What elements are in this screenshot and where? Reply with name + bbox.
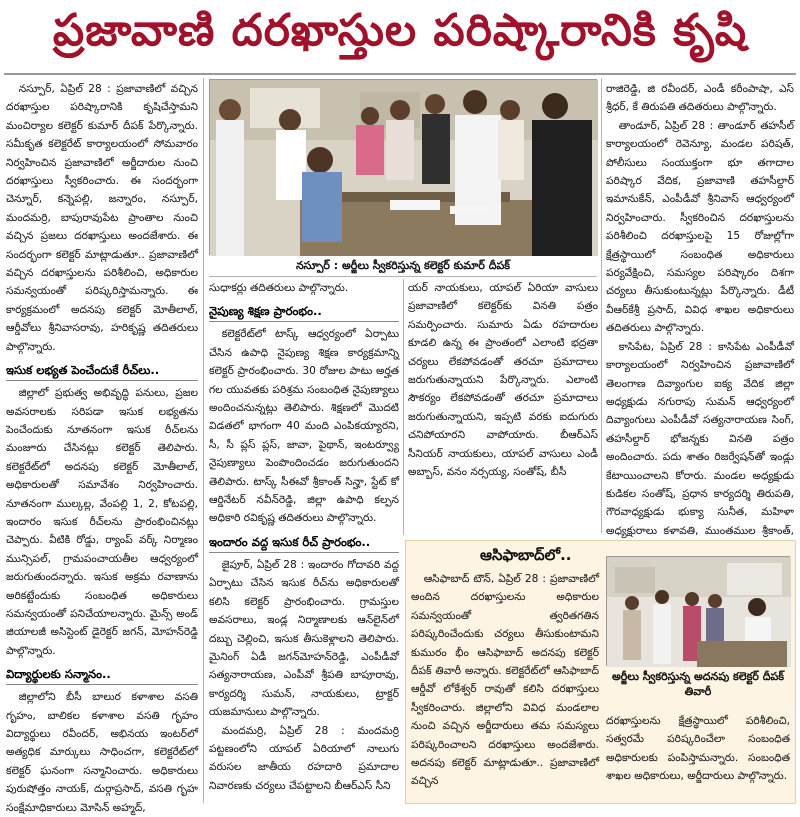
- article-paragraph: తాండూర్, ఏప్రిల్ 28 : తాండూర్ తహసీల్ కార్యాలయంలో రెవెన్యూ, మండల పరిషత్, పోలీసులు సంయుక్తంగా భూ తగాదాల పరిష్కార వేదిక, ప్రజావాణి తహసీల్దార్ ఇమానుకేన్, ఎంపీడీవో శ్రీనివాస్ ఆధ్వర్యంలో నిర్వహించారు. స్వీకరించిన దరఖాస్తులను పరిశీలించి దరఖాస్తులపై 15 రోజుల్లోగా క్షేత్రస్థాయిలో సంబంధిత అధికారులు పర్యవేక్షించి, సమస్యల పరిష్కారం దిశగా చర్యలు తీసుకుంటున్నట్లు పేర్కొన్నారు. డీటీ వీఆర్‌కేశ్రీ ప్రసాద్, వివిధ శాఖల అధికారులు తదితరులు పాల్గొన్నారు.: [606, 119, 794, 335]
- article-paragraph: జైపూర్, ఏప్రిల్ 28 : ఇందారం గోదావరి వద్ద ఏర్పాటు చేసిన ఇసుక రీచ్‌ను అధికారులతో కలిసి కలెక్టర్ ప్రారంభించారు. గ్రామస్తుల అవసరాలు, ఇండ్ల నిర్మాణాలకు ఆన్‌లైన్‌లో దబ్బు చెల్లించి, ఇసుక తీసుకెళ్లాలని తెలిపారు. మైనింగ్ ఏడీ జగన్‌మోహన్‌రెడ్డి, ఎంపీడీవో సత్యనారాయణ, ఎంపీవో శ్రీపతి బాపూరావు, కార్యదర్శి సుమన్, నాయకులు, ట్రాక్టర్ యజమానులు పాల్గొన్నారు.: [209, 558, 399, 719]
- article-paragraph: జిల్లాలోని బీసీ బాలుర కళాశాల వసతి గృహం, బాలికల కళాశాల వసతి గృహం విద్యార్థులు రవీందర్, అభినయ ఇంటర్‌లో అత్యధిక మార్కులు సాధించగా, కలెక్టరేట్‌లో కలెక్టర్ ఘనంగా సన్మానించారు. అధికారులు పురుషోత్తం నాయక్, దుర్గాప్రసాద్, వసతి గృహ సంక్షేమాధికారులు మోసిన్ అహ్మద్,: [6, 691, 198, 814]
- article-paragraph: సుధాకర్లు తదితరులు పాల్గొన్నారు.: [209, 282, 349, 294]
- column-divider: [403, 279, 404, 535]
- article-paragraph: దరఖాస్తులను క్షేత్రస్థాయిలో పరిశీలించి, సత్వరమే పరిష్కరించేలా సంబంధిత అధికారులకు పంపిస్తామన్నారు. సంబంధిత శాఖల అధికారులు, అర్జీదారులు పాల్గొన్నారు.: [606, 715, 790, 783]
- subheading: ఇసుక లభ్యత పెంచేందుకే రీచ్‌లు..: [6, 361, 198, 381]
- subheading: నైపుణ్య శిక్షణ ప్రారంభం..: [209, 302, 399, 322]
- article-paragraph: రాజిరెడ్డి, జి రవీందర్, ఎండీ కరీంపాషా, ఎస్ శ్రీధర్, కే తిరుపతి తదితరులు పాల్గొన్నారు.: [606, 83, 794, 114]
- article-paragraph: మందమర్రి, ఏప్రిల్ 28 : మందమర్రి పట్టణంలోని యాపల్ ఏరియాలో నాలుగు వరుసల జాతీయ రహదారి ప్రమాదాల నివారణకు చర్యలు చేపట్టాలని బీఆర్ఎస్ సీని: [209, 724, 399, 792]
- box-photo: [606, 556, 790, 666]
- article-paragraph: కాసిపేట, ఏప్రిల్ 28 : కాసిపేట ఎంపీడీవో కార్యాలయంలో నిర్వహించిన ప్రజావాణిలో తెలంగాణ దివ్యాంగుల ఐక్య వేదిక జిల్లా అధ్యక్షుడు నగురాపు సుమన్ ఆధ్వర్యంలో దివ్యాంగులు ఎంపీడీవో సత్యనారాయణ సింగ్, తహసీల్దార్ భోజన్నకు వినతి పత్రం అందించారు. పదు శాతం రిజర్వేషన్‌తో ఇండ్లు కేటాయించాలని కోరారు. మండల అధ్యక్షుడు కుడికల సంతోష్, ప్రధాన కార్యదర్శి తిరుపతి, గౌరవాధ్యక్షుడు భుక్యా సునీత, మహిళా అధ్యక్షురాలు కళావతి, ముంతముల శ్రీకాంత్,: [606, 340, 794, 537]
- box-heading: ఆసిఫాబాద్‌లో..: [480, 546, 572, 564]
- subheading: విద్యార్థులకు సన్మానం..: [6, 665, 198, 685]
- photo-caption: నస్పూర్ : అర్జీలు స్వీకరిస్తున్న కలెక్టర్ కుమార్ దీపక్: [295, 259, 511, 272]
- column-divider: [601, 78, 602, 533]
- column-3: [408, 279, 598, 535]
- headline: ప్రజావాణి దరఖాస్తుల పరిష్కారానికి కృషి: [52, 5, 748, 56]
- box-column-1: [411, 570, 599, 802]
- column-2: [209, 279, 399, 802]
- article-paragraph: ఆసిఫాబాద్ టౌన్, ఏప్రిల్ 28 : ప్రజావాణిలో అందిన దరఖాస్తులను అధికారుల సమన్వయంతో త్వరితగతిన పరిష్కరించేందుకు చర్యలు తీసుకుంటామని కుమురం భీం ఆసిఫాబాద్ అదనపు కలెక్టర్ దీపక్ తివారీ అన్నారు. కలెక్టరేట్‌లో ఆసిఫాబాద్ ఆర్డీవో లోకేశ్వర్ రావుతో కలిసి దరఖాస్తులు స్వీకరించారు. జిల్లాలోని వివిధ మండలాల నుంచి వచ్చిన అర్జీదారులు తమ సమస్యలు పరిష్కరించాలని దరఖాస్తులు అందజేశారు. అదనపు కలెక్టర్ మాట్లాడుతూ.. ప్రజావాణిలో వచ్చిన: [411, 573, 599, 788]
- box-photo-caption: అర్జీలు స్వీకరిస్తున్న అదనపు కలెక్టర్ దీపక్ తివారీ: [611, 670, 785, 698]
- main-photo: [209, 79, 597, 255]
- caption-rule: [209, 276, 597, 277]
- additional-collector-photo: [607, 557, 791, 667]
- article-paragraph: జిల్లాలో ప్రభుత్వ అభివృద్ధి పనులు, ప్రజల అవసరాలకు సరిపడా ఇసుక లభ్యతను పెంచేందుకు నూతనంగా ఇసుక రీచ్‌లను మంజూరు చేసినట్లు కలెక్టర్ తెలిపారు. కలెక్టరేట్‌లో అదనపు కలెక్టర్ మోతీలాల్, అధికారులతో సమావేశం నిర్వహించారు. నూతనంగా ముల్కల్ల, వేంపల్లి 1, 2, కోటపల్లి, ఇందారం ఇసుక రీచ్‌లను ప్రారంభించినట్లు చెప్పారు. వీటికి రోడ్డు, ర్యాంప్ వర్క్ నిర్మాణం మున్సిపల్, గ్రామపంచాయతీల ఆధ్వర్యంలో జరుగుతుందన్నారు. ఇసుక అక్రమ రవాణాను అరికట్టేందుకు సంబంధిత అధికారులు సమన్వయంతో పనిచేయాలన్నారు. మైన్స్ అండ్ జియాలజీ అసిస్టెంట్ డైరెక్టర్ జగన్, మోహన్‌రెడ్డి పాల్గొన్నారు.: [6, 387, 198, 657]
- column-4: [606, 80, 794, 535]
- column-1: [6, 80, 198, 814]
- box-column-2: [606, 712, 790, 802]
- article-lead: నస్పూర్, ఏప్రిల్ 28 : ప్రజావాణిలో వచ్చిన దరఖాస్తుల పరిష్కారానికి కృషిచేస్తామని మంచిర్యాల కలెక్టర్ కుమార్ దీపక్ పేర్కొన్నారు. సమీకృత కలెక్టరేట్ కార్యాలయంలో సోమవారం నిర్వహించిన ప్రజావాణిలో అర్జీదారుల నుంచి దరఖాస్తులు స్వీకరించారు. ఈ సందర్భంగా చెన్నూర్, కన్నెపల్లి, జన్నారం, నస్పూర్, మందమర్రి, బాపురావుపేట ప్రాంతాల నుంచి వచ్చిన ప్రజలు దరఖాస్తులు అందజేశారు. ఈ సందర్భంగా కలెక్టర్ మాట్లాడుతూ.. ప్రజావాణిలో వచ్చిన దరఖాస్తులను పరిశీలించి, అధికారుల సమన్వయంతో పరిష్కరిస్తామన్నారు. ఈ కార్యక్రమంలో అదనపు కలెక్టర్ మోతీలాల్, ఆర్డీవోలు శ్రీనివాసరావు, హరికృష్ణ తదితరులు పాల్గొన్నారు.: [6, 83, 198, 353]
- article-paragraph: కలెక్టరేట్‌లో టాస్క్ ఆధ్వర్యంలో ఏర్పాటు చేసిన ఉపాధి నైపుణ్య శిక్షణ కార్యక్రమాన్ని కలెక్టర్ ప్రారంభించారు. 30 రోజుల పాటు అర్హత గల యువతకు పరిశ్రమ సంబంధిత నైపుణ్యాలు అందించనున్నట్లు తెలిపారు. శిక్షణలో మొదటి విడతలో భాగంగా 40 మంది ఎంపికయ్యారని, సీ, సీ ప్లస్ ప్లస్, జావా, పైథాన్, ఇంటర్వ్యూ నైపుణ్యాలు పెంపొందించడం జరుగుతుందని తెలిపారు. టాస్క్ సీఈవో శ్రీకాంత్ సిన్హా, స్టేట్ కో ఆర్డినేటర్ నవీన్‌రెడ్డి, జిల్లా ఉపాధి కల్పన అధికారి రవికృష్ణ తదితరులు పాల్గొన్నారు.: [209, 328, 399, 525]
- headline-rule: [4, 73, 796, 75]
- article-paragraph: యర్ నాయకులు, యాపల్ ఏరియా వాసులు ప్రజావాణిలో కలెక్టర్‌కు వినతి పత్రం సమర్పించారు. సుమారు ఏడు రహదారుల కూడలి ఉన్న ఈ ప్రాంతంలో ఎలాంటి భద్రతా చర్యలు లేకపోవడంతో తరచూ ప్రమాదాలు జరుగుతున్నాయని పేర్కొన్నారు. ఎలాంటి సౌకర్యం లేకపోవడంతో తరచూ ప్రమాదాలు జరుగుతున్నాయని, ఇప్పటి వరకు ఐదుగురు చనిపోయారని వాపోయారు. బీఆర్ఎస్ సీనియర్ నాయకులు, యాపల్ వాసులు ఎండీ అబ్బాస్, వనం నర్సయ్య, సంతోష్, బీసీ: [408, 282, 598, 479]
- subheading: ఇందారం వద్ద ఇసుక రీచ్ ప్రారంభం..: [209, 533, 399, 553]
- column-divider: [203, 78, 204, 803]
- collector-receiving-petitions-photo: [210, 80, 598, 256]
